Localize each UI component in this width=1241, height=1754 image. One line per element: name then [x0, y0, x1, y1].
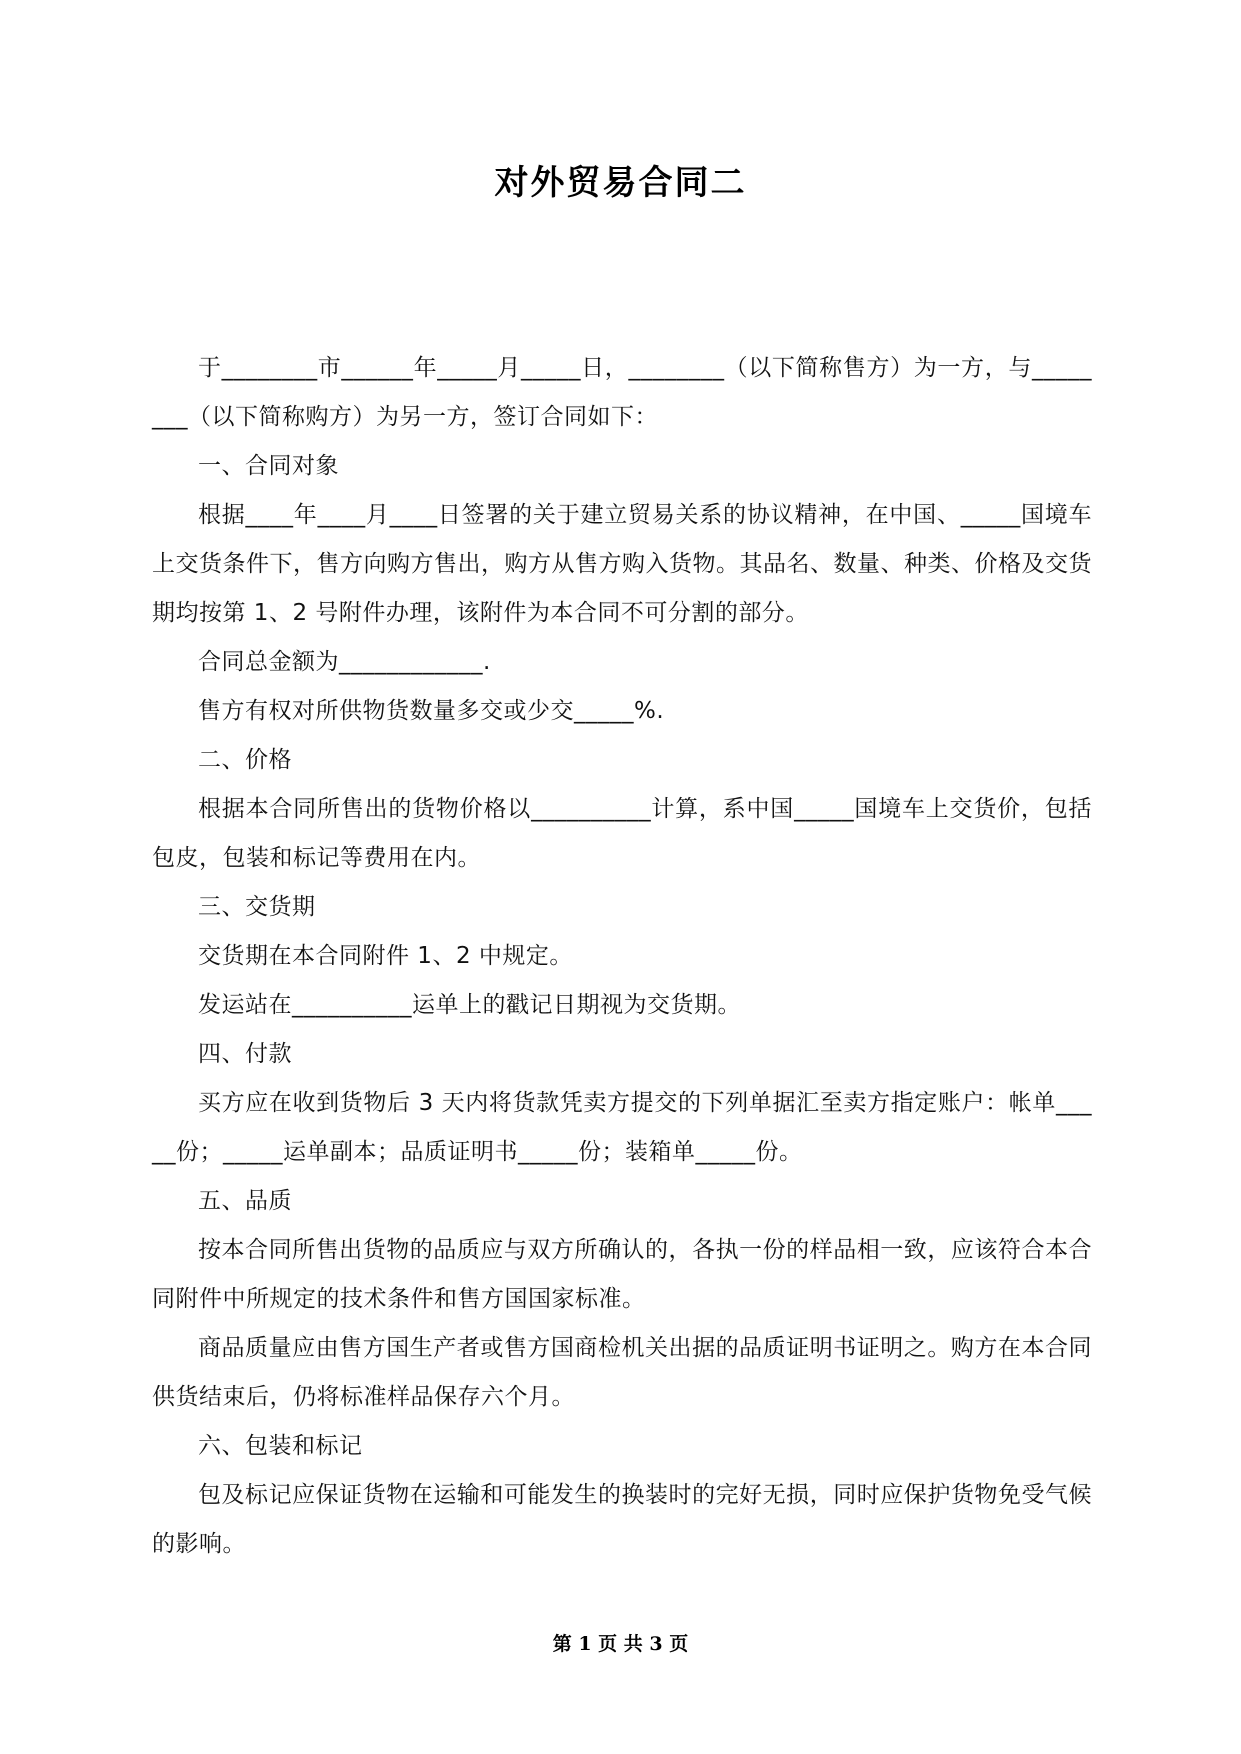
- opening-paragraph: 于________市______年_____月_____日，________（以下简称售方）为一方，与________（以下简称购方）为另一方，签订合同如下：: [152, 355, 1092, 430]
- section-heading-contract-object: 一、合同对象: [198, 453, 339, 479]
- paragraph-total-amount: 合同总金额为____________.: [198, 649, 491, 675]
- paragraph-contract-object: 根据____年____月____日签署的关于建立贸易关系的协议精神，在中国、_____国境车上交货条件下，售方向购方售出，购方从售方购入货物。其品名、数量、种类、价格及交货期均按第 1、2 号附件办理，该附件为本合同不可分割的部分。: [152, 502, 1092, 626]
- paragraph-payment: 买方应在收到货物后 3 天内将货款凭卖方提交的下列单据汇至卖方指定账户：帐单_____份；_____运单副本；品质证明书_____份；装箱单_____份。: [152, 1090, 1092, 1165]
- page-number-footer: 第 1 页 共 3 页: [552, 1633, 689, 1655]
- paragraph-delivery-date: 交货期在本合同附件 1、2 中规定。: [198, 943, 573, 969]
- paragraph-delivery-stamp: 发运站在__________运单上的戳记日期视为交货期。: [198, 992, 741, 1018]
- paragraph-quantity-tolerance: 售方有权对所供物货数量多交或少交_____%.: [198, 698, 665, 724]
- section-heading-price: 二、价格: [198, 747, 292, 773]
- section-heading-delivery: 三、交货期: [198, 894, 316, 920]
- paragraph-quality-samples: 按本合同所售出货物的品质应与双方所确认的，各执一份的样品相一致，应该符合本合同附件中所规定的技术条件和售方国国家标准。: [152, 1237, 1092, 1312]
- document-title: 对外贸易合同二: [494, 163, 747, 203]
- section-heading-quality: 五、品质: [198, 1188, 292, 1214]
- document-body: [152, 344, 1092, 1569]
- paragraph-quality-certificate: 商品质量应由售方国生产者或售方国商检机关出据的品质证明书证明之。购方在本合同供货结束后，仍将标准样品保存六个月。: [152, 1335, 1092, 1410]
- section-heading-packaging: 六、包装和标记: [198, 1433, 363, 1459]
- section-heading-payment: 四、付款: [198, 1041, 292, 1067]
- paragraph-price: 根据本合同所售出的货物价格以__________计算，系中国_____国境车上交货价，包括包皮，包装和标记等费用在内。: [152, 796, 1092, 871]
- paragraph-packaging: 包及标记应保证货物在运输和可能发生的换装时的完好无损，同时应保护货物免受气候的影响。: [152, 1482, 1092, 1557]
